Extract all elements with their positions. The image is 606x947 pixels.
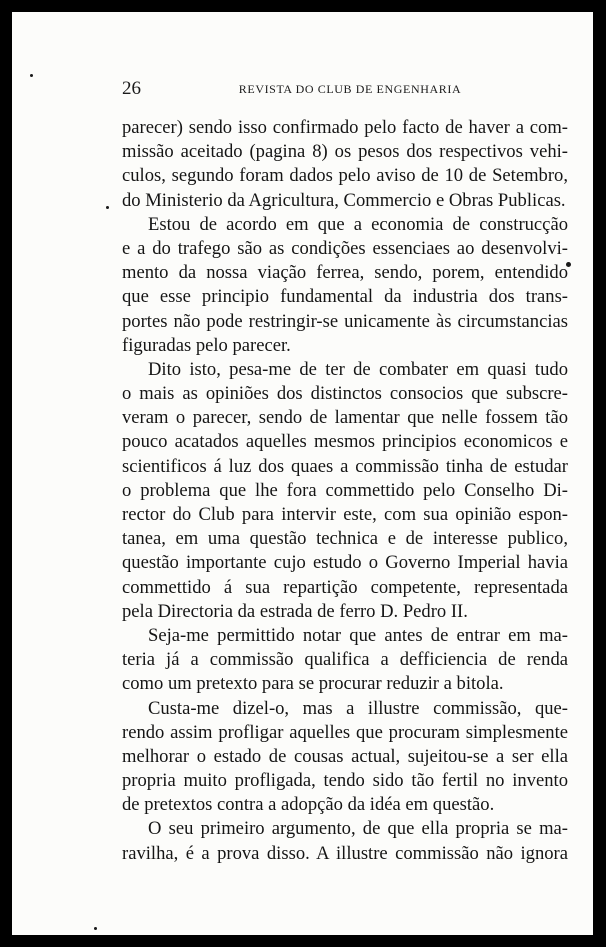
text-line: parecer) sendo isso confirmado pelo facto de haver a com- xyxy=(122,117,568,138)
page-number: 26 xyxy=(122,78,141,99)
ink-speck xyxy=(94,927,97,930)
page-header xyxy=(122,78,578,100)
text-line: pela Directoria da estrada de ferro D. Pedro II. xyxy=(122,600,468,622)
text-line: de pretextos contra a adopção da idéa em questão. xyxy=(122,794,495,816)
text-line: pouco acatados aquelles mesmos principios economicos e xyxy=(122,431,568,453)
text-line: veram o parecer, sendo de lamentar que nelle fossem tão xyxy=(122,407,568,429)
text-line: do Ministerio da Agricultura, Commercio e Obras Publicas. xyxy=(122,189,566,211)
text-line: rendo assim profligar aquelles que procuram simplesmente xyxy=(122,721,568,743)
text-line: mento da nossa viação ferrea, sendo, porem, entendido xyxy=(122,262,568,284)
ink-speck xyxy=(106,206,109,209)
text-line: que esse principio fundamental da industria dos trans- xyxy=(122,286,568,308)
text-line: Dito isto, pesa-me de ter de combater em quasi tudo xyxy=(148,358,568,380)
text-line: ravilha, é a prova disso. A illustre commissão não ignora xyxy=(122,842,568,864)
ink-speck xyxy=(30,74,33,77)
text-line: teria já a commissão qualifica a defficiencia de renda xyxy=(122,649,568,671)
text-line: scientificos á luz dos quaes a commissão tinha de estudar xyxy=(122,455,568,477)
text-line: portes não pode restringir-se unicamente às circumstancias xyxy=(122,310,568,332)
text-line: O seu primeiro argumento, de que ella propria se ma- xyxy=(148,818,568,840)
text-line: rector do Club para intervir este, com sua opinião espon- xyxy=(122,504,568,525)
text-line: questão importante cujo estudo o Governo Imperial havia xyxy=(122,552,568,574)
body-text xyxy=(122,116,568,866)
text-line: melhorar o estado de cousas actual, sujeitou-se a ser ella xyxy=(122,745,568,767)
text-line: Custa-me dizel-o, mas a illustre commissão, que- xyxy=(148,697,568,719)
text-line: o problema que lhe fora commettido pelo Conselho Di- xyxy=(122,479,568,501)
text-line: culos, segundo foram dados pelo aviso de 10 de Setembro, xyxy=(122,165,568,187)
scanned-page xyxy=(12,12,593,935)
text-line: Estou de acordo em que a economia de construcção xyxy=(148,213,568,235)
running-title: REVISTA DO CLUB DE ENGENHARIA xyxy=(238,82,462,96)
text-line: commettido á sua repartição competente, representada xyxy=(122,576,568,598)
text-line: propria muito profligada, tendo sido tão fertil no invento xyxy=(122,770,568,792)
text-line: e a do trafego são as condições essenciaes ao desenvolvi- xyxy=(122,237,568,259)
text-line: figuradas pelo parecer. xyxy=(122,334,291,356)
text-line: Seja-me permittido notar que antes de entrar em ma- xyxy=(148,624,568,646)
text-line: tanea, em uma questão technica e de interesse publico, xyxy=(122,528,568,550)
text-line: o mais as opiniões dos distinctos consocios que subscre- xyxy=(122,383,568,405)
text-line: como um pretexto para se procurar reduzir a bitola. xyxy=(122,673,504,695)
text-line: missão aceitado (pagina 8) os pesos dos respectivos vehi- xyxy=(122,141,568,163)
